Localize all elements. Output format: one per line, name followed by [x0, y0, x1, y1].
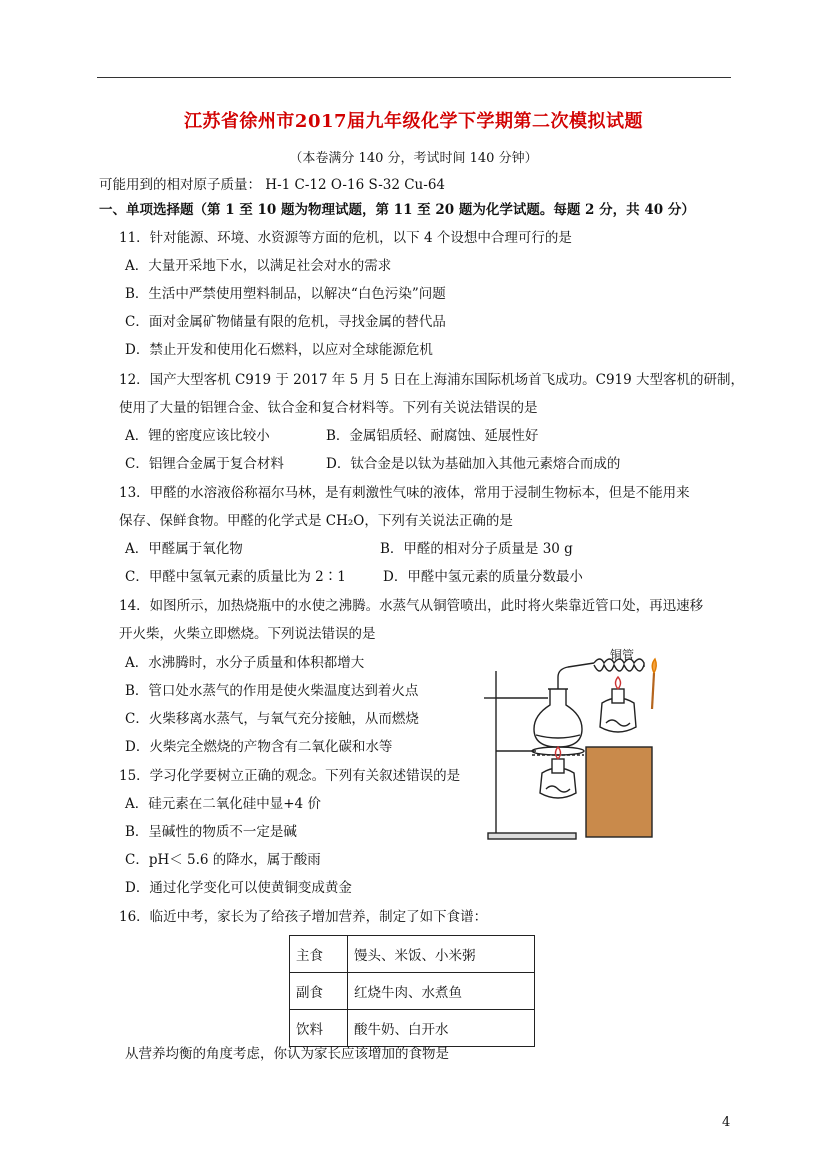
page-number: 4	[722, 1115, 731, 1130]
menu-foods: 红烧牛肉、水煮鱼	[348, 973, 535, 1010]
question-14-option-a: A．水沸腾时，水分子质量和体积都增大	[125, 655, 365, 671]
menu-category: 主食	[290, 936, 348, 973]
question-15-stem: 15．学习化学要树立正确的观念。下列有关叙述错误的是	[119, 768, 461, 784]
question-12-stem-line2: 使用了大量的铝锂合金、钛合金和复合材料等。下列有关说法错误的是	[119, 400, 538, 416]
question-13-option-d: D．甲醛中氢元素的质量分数最小	[383, 569, 583, 585]
question-15-option-d: D．通过化学变化可以使黄铜变成黄金	[125, 880, 352, 896]
question-11-option-d: D．禁止开发和使用化石燃料，以应对全球能源危机	[125, 342, 433, 358]
table-row	[290, 1010, 535, 1047]
question-12-option-d: D．钛合金是以钛为基础加入其他元素熔合而成的	[326, 456, 621, 472]
question-15-option-a: A．硅元素在二氧化硅中显+4 价	[125, 796, 321, 812]
question-13-stem-line2: 保存、保鲜食物。甲醛的化学式是 CH₂O，下列有关说法正确的是	[119, 513, 513, 529]
apparatus-figure	[476, 643, 666, 843]
question-13-stem-line1: 13．甲醛的水溶液俗称福尔马林，是有刺激性气味的液体，常用于浸制生物标本，但是不能用来	[119, 485, 690, 501]
menu-foods: 馒头、米饭、小米粥	[348, 936, 535, 973]
page-title: 江苏省徐州市2017届九年级化学下学期第二次模拟试题	[183, 111, 644, 132]
question-12-option-b: B．金属铝质轻、耐腐蚀、延展性好	[326, 428, 539, 444]
question-16-stem: 16．临近中考，家长为了给孩子增加营养，制定了如下食谱：	[119, 909, 488, 925]
question-15-option-b: B．呈碱性的物质不一定是碱	[125, 824, 297, 840]
section-heading: 一、单项选择题（第 1 至 10 题为物理试题，第 11 至 20 题为化学试题。每题 2 分，共 40 分）	[99, 202, 695, 218]
figure-label-copper-tube: 铜管	[610, 648, 635, 662]
question-12-option-c: C．铝锂合金属于复合材料	[125, 456, 284, 472]
question-12-option-a: A．锂的密度应该比较小	[125, 428, 270, 444]
menu-foods: 酸牛奶、白开水	[348, 1010, 535, 1047]
menu-category: 饮料	[290, 1010, 348, 1047]
question-14-option-c: C．火柴移离水蒸气，与氧气充分接触，从而燃烧	[125, 711, 419, 727]
question-13-option-b: B．甲醛的相对分子质量是 30 g	[380, 541, 573, 557]
question-16-followup: 从营养均衡的角度考虑，你认为家长应该增加的食物是	[125, 1046, 449, 1062]
table-row	[290, 973, 535, 1010]
question-14-option-b: B．管口处水蒸气的作用是使火柴温度达到着火点	[125, 683, 419, 699]
question-11-option-b: B．生活中严禁使用塑料制品，以解决“白色污染”问题	[125, 286, 446, 302]
question-13-option-a: A．甲醛属于氧化物	[125, 541, 243, 557]
question-14-stem-line1: 14．如图所示，加热烧瓶中的水使之沸腾。水蒸气从铜管喷出，此时将火柴靠近管口处，再迅速移	[119, 598, 704, 614]
table-row	[290, 936, 535, 973]
apparatus-drawing	[476, 643, 666, 843]
question-14-stem-line2: 开火柴，火柴立即燃烧。下列说法错误的是	[119, 626, 376, 642]
question-11-option-c: C．面对金属矿物储量有限的危机，寻找金属的替代品	[125, 314, 446, 330]
question-11-stem: 11．针对能源、环境、水资源等方面的危机，以下 4 个设想中合理可行的是	[119, 230, 572, 246]
question-14-option-d: D．火柴完全燃烧的产物含有二氧化碳和水等	[125, 739, 393, 755]
header-rule	[97, 77, 731, 78]
question-15-option-c: C．pH＜ 5.6 的降水，属于酸雨	[125, 852, 321, 868]
question-13-option-c: C．甲醛中氢氧元素的质量比为 2∶1	[125, 569, 346, 585]
menu-table	[289, 935, 535, 1047]
atomic-masses: 可能用到的相对原子质量： H-1 C-12 O-16 S-32 Cu-64	[99, 177, 445, 193]
question-12-stem-line1: 12．国产大型客机 C919 于 2017 年 5 月 5 日在上海浦东国际机场首飞成功。C919 大型客机的研制，	[119, 372, 745, 388]
exam-info: （本卷满分 140 分，考试时间 140 分钟）	[289, 151, 538, 166]
question-11-option-a: A．大量开采地下水，以满足社会对水的需求	[125, 258, 392, 274]
menu-category: 副食	[290, 973, 348, 1010]
